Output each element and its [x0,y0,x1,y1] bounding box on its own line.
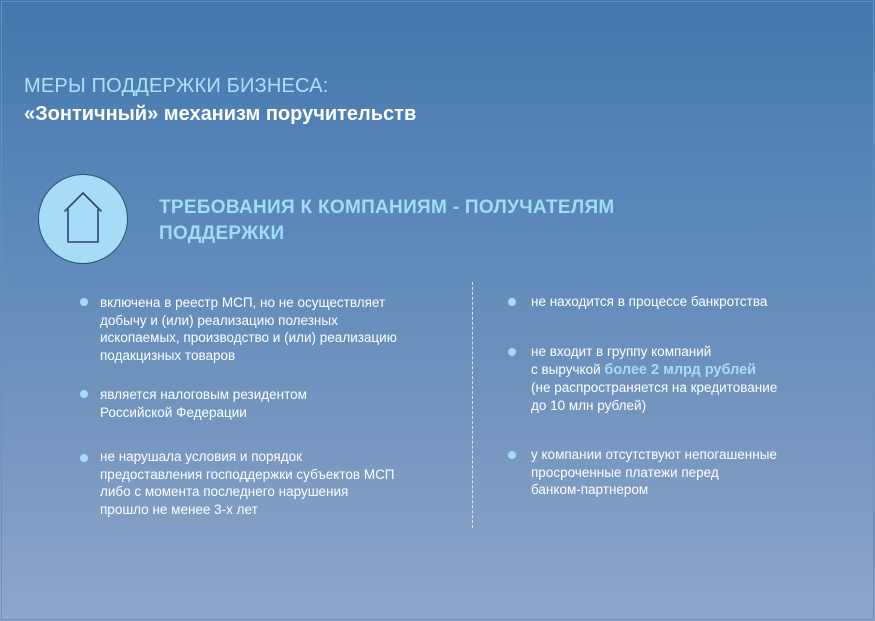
bullet-dot [508,348,516,356]
section-title [159,195,615,247]
page-title: МЕРЫ ПОДДЕРЖКИ БИЗНЕСА: [24,75,329,97]
item-line: либо с момента последнего нарушения [100,484,349,499]
item-line: не нарушала условия и порядок [100,449,302,464]
item-line: (не распространяется на кредитование [531,380,778,395]
item-line: прошло не менее 3-х лет [100,501,258,517]
item-line: просроченные платежи перед [531,464,719,480]
bullet-dot [508,298,516,306]
requirement-item-tax-resident [100,386,307,421]
item-line: банком-партнером [531,482,649,497]
bullet-dot [508,451,516,459]
section-title-line1: ТРЕБОВАНИЯ К КОМПАНИЯМ - ПОЛУЧАТЕЛЯМ [159,197,615,218]
item-line: у компании отсутствуют непогашенные [531,447,777,462]
page-subtitle: «Зонтичный» механизм поручительств [24,103,417,125]
column-divider [472,282,473,528]
item-line: подакцизных товаров [100,347,236,363]
revenue-highlight: более 2 млрд рублей [604,361,757,378]
bullet-dot [80,298,88,306]
requirement-item-no-overdue [531,446,777,499]
item-line: до 10 млн рублей) [531,397,647,413]
item-line: ископаемых, производство и (или) реализацию [100,330,397,345]
revenue-prefix: с выручкой [531,361,605,377]
item-line: добычу и (или) реализацию полезных [100,312,338,328]
requirement-item-registry [100,294,397,364]
home-icon [39,175,129,265]
item-line-revenue [531,361,777,380]
requirement-item-no-bankruptcy [531,293,767,311]
section-title-line2: ПОДДЕРЖКИ [159,223,285,244]
bullet-dot [80,454,88,462]
item-line: предоставления господдержки субъектов МСП [100,466,395,482]
requirement-item-revenue-limit [531,343,777,414]
item-line: является налоговым резидентом [100,387,307,402]
item-line: Российской Федерации [100,404,247,420]
home-icon-circle [38,174,128,264]
item-line: не входит в группу компаний [531,344,712,359]
item-line: включена в реестр МСП, но не осуществляет [100,295,386,310]
item-line: не находится в процессе банкротства [531,294,768,309]
requirement-item-no-violations [100,448,395,518]
bullet-dot [80,390,88,398]
